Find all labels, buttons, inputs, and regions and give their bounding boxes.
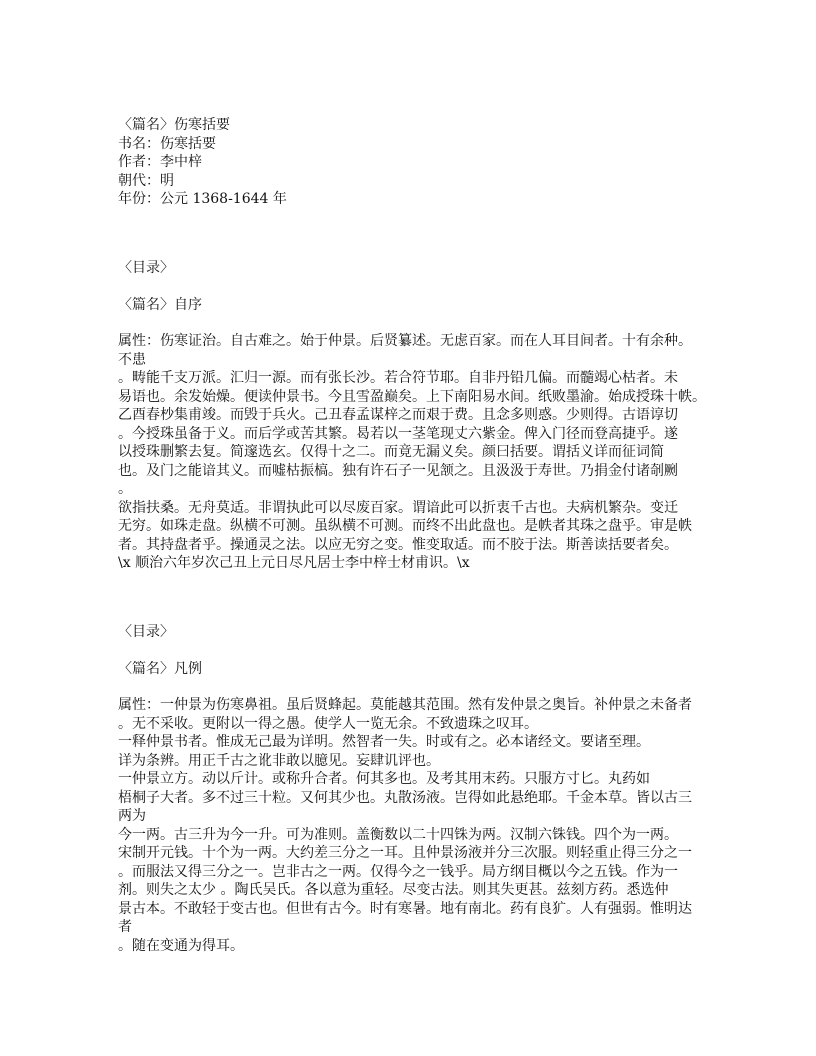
body-line: 梧桐子大者。多不过三十粒。又何其少也。丸散汤液。岂得如此悬绝耶。千金本草。皆以古三 (118, 789, 692, 806)
body-line: 今一两。古三升为今一升。可为准则。盖衡数以二十四铢为两。汉制六铢钱。四个为一两。 (118, 826, 678, 843)
body-line: 不患 (118, 351, 146, 368)
body-line: 一释仲景书者。惟成无己最为详明。然智者一失。时或有之。必本诸经文。要诸至理。 (118, 734, 650, 750)
body-line: 。随在变通为得耳。 (118, 937, 244, 954)
toc-marker (118, 623, 174, 642)
body-line: 两为 (118, 808, 146, 824)
body-line: 一仲景立方。动以斤计。或称升合者。何其多也。及考其用末药。只服方寸匕。丸药如 (118, 771, 650, 787)
body-line: 欲指扶桑。无舟莫适。非谓执此可以尽废百家。谓谙此可以折衷千古也。夫病机繁杂。变迁 (118, 499, 678, 516)
section-title-text: 〈篇名〉凡例 (118, 661, 202, 677)
body-line: 。而服法又得三分之一。岂非古之一两。仅得今之一钱乎。局方纲目概以今之五钱。作为一 (118, 863, 678, 880)
body-line: 。畴能千支万派。汇归一源。而有张长沙。若合符节耶。自非丹铅几偏。而髓竭心枯者。未 (118, 370, 678, 386)
body-line: 。今授珠虽备于义。而后学或苦其繁。曷若以一茎笔现丈六紫金。俾入门径而登高捷乎。遂 (118, 425, 678, 442)
body-line: 属性：伤寒证治。自古难之。始于仲景。后贤纂述。无虑百家。而在人耳目间者。十有余种。 (118, 333, 692, 349)
body-line: 也。及门之能谙其义。而嘘枯振槁。独有许石子一见颔之。且汲汲于寿世。乃捐金付诸剞劂 (118, 462, 678, 479)
body-line: \x 顺治六年岁次己丑上元日尽凡居士李中梓士材甫识。\x (118, 555, 470, 571)
body-line: 以授珠删繁去复。简邃选玄。仅得十之二。而竟无漏义矣。颜曰括要。谓括义详而征词简 (118, 444, 664, 460)
body-line: 易语也。余发始燥。便读仲景书。今且雪盈巅矣。上下南阳易水间。纸败墨渝。始成授珠十帙。 (118, 388, 706, 405)
body-line: 乙酉春杪集甫竣。而毁于兵火。己丑春孟谋梓之而艰于费。且念多则惑。少则得。古语谆切 (118, 407, 678, 423)
header-line: 书名：伤寒括要 (118, 135, 216, 152)
toc-label: 〈目录〉 (118, 260, 174, 276)
body-line: 属性：一仲景为伤寒鼻祖。虽后贤蜂起。莫能越其范围。然有发仲景之奥旨。补仲景之未备者 (118, 697, 692, 713)
section-body (118, 332, 706, 573)
body-line: 剂。则失之太少 。陶氏吴氏。各以意为重轻。尽变古法。则其失更甚。兹刻方药。悉选仲 (118, 882, 669, 898)
body-line: 无穷。如珠走盘。纵横不可测。虽纵横不可测。而终不出此盘也。是帙者其珠之盘乎。审是帙 (118, 518, 692, 534)
section-title (118, 296, 202, 315)
header-line: 朝代：明 (118, 172, 174, 189)
section-title-text: 〈篇名〉自序 (118, 297, 202, 313)
body-line: 详为条辨。用正千古之讹非敢以臆见。妄肆讥评也。 (118, 752, 440, 769)
body-line: 。 (118, 481, 132, 497)
document-header (118, 116, 287, 209)
body-line: 者 (118, 919, 132, 935)
toc-label: 〈目录〉 (118, 624, 174, 640)
body-line: 景古本。不敢轻于变古也。但世有古今。时有寒暑。地有南北。药有良犷。人有强弱。惟明达 (118, 900, 692, 917)
header-line: 〈篇名〉伤寒括要 (118, 117, 230, 133)
toc-marker (118, 259, 174, 278)
body-line: 。无不采收。更附以一得之愚。使学人一览无余。不致遗珠之叹耳。 (118, 715, 538, 732)
body-line: 者。其持盘者乎。操通灵之法。以应无穷之变。惟变取适。而不胶于法。斯善读括要者矣。 (118, 536, 678, 553)
body-line: 宋制开元钱。十个为一两。大约差三分之一耳。且仲景汤液并分三次服。则轻重止得三分之一 (118, 845, 692, 861)
header-line: 作者：李中梓 (118, 154, 202, 170)
header-line: 年份：公元 1368-1644 年 (118, 191, 287, 207)
section-title (118, 660, 202, 679)
section-body (118, 696, 692, 955)
